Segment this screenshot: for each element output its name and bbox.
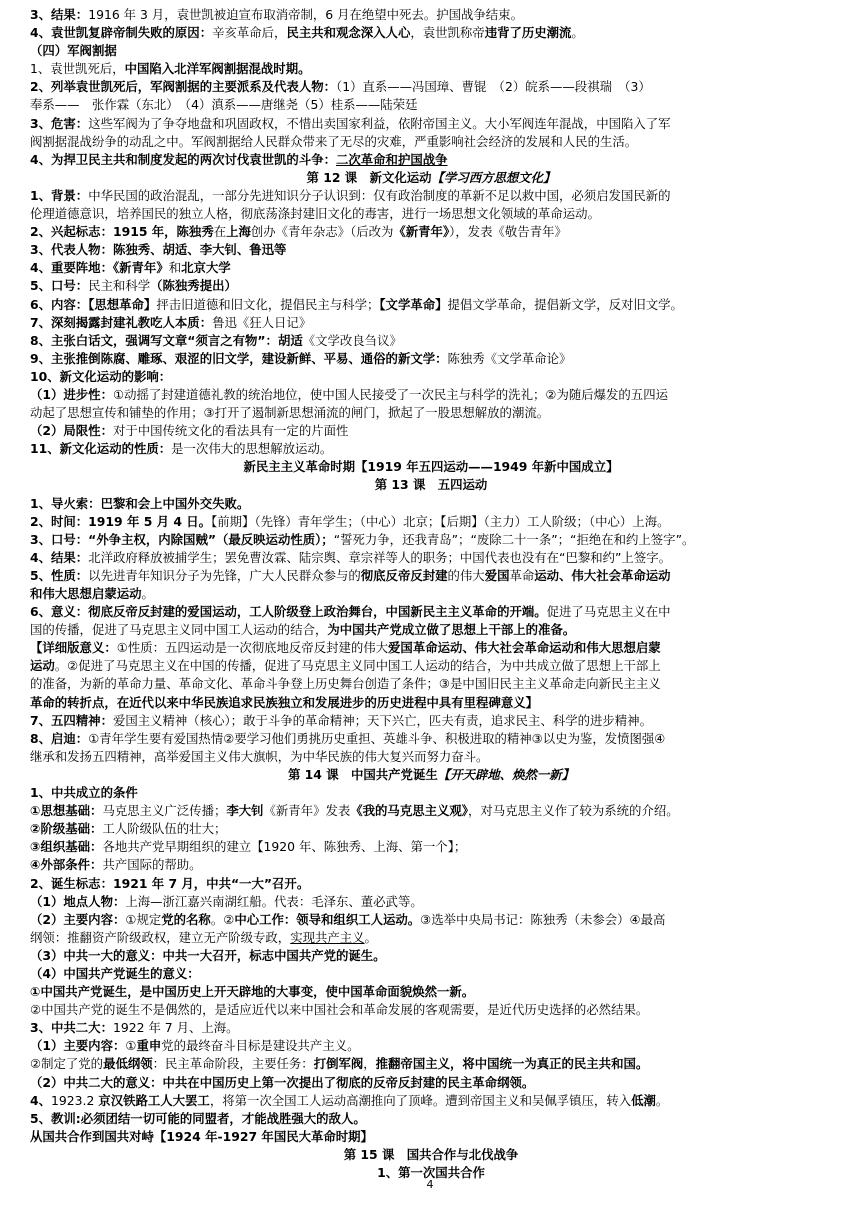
text-segment: 上海 bbox=[226, 224, 251, 240]
text-segment: 推翻帝国主义，将中国统一为真正的民主共和国。 bbox=[375, 1056, 649, 1072]
text-segment: ④外部条件： bbox=[30, 857, 103, 873]
text-line bbox=[30, 495, 832, 513]
text-segment: 民主共和观念深入人心 bbox=[286, 25, 411, 41]
text-segment: 是一次伟大的思想解放运动。 bbox=[171, 441, 333, 457]
text-line bbox=[30, 24, 832, 42]
text-segment: 。 bbox=[571, 25, 584, 41]
text-segment: 李大钊 bbox=[226, 803, 264, 819]
text-segment: 鲁迅《狂人日记》 bbox=[212, 314, 312, 330]
text-segment: ①青年学生要有爱国热情②要学习他们勇挑历史重担、英雄斗争、积极进取的精神③以史为鉴，发愤图强④ bbox=[88, 730, 666, 746]
text-segment: ①思想基础： bbox=[30, 803, 103, 819]
text-segment: ），发表《敬告青年》 bbox=[449, 224, 567, 240]
text-line bbox=[30, 712, 832, 730]
text-line bbox=[30, 1092, 832, 1110]
text-segment: 中华民国的政治混乱，一部分先进知识分子认识到：仅有政治制度的革新不足以救中国，必须启发国民新的 bbox=[88, 187, 671, 203]
text-segment: 2、诞生标志：1921 年 7 月，中共“一大”召开。 bbox=[30, 875, 310, 891]
text-segment: 奉系—— 张作霖（东北） （4）滇系——唐继尧（5）桂系——陆荣廷 bbox=[30, 97, 418, 113]
text-line bbox=[30, 386, 832, 404]
text-segment: （1）直系——冯国璋、曹锟 （2）皖系——段祺瑞 （3） bbox=[336, 79, 651, 95]
text-segment: 。②促进了马克思主义在中国的传播，促进了马克思主义同中国工人运动的结合，为中共成立做了思想上干部上 bbox=[54, 658, 661, 674]
text-line bbox=[30, 549, 832, 567]
text-segment: 民主和科学 bbox=[88, 278, 151, 294]
text-segment: 6、内容：【思想革命】 bbox=[30, 296, 157, 312]
text-line bbox=[30, 929, 832, 947]
text-line bbox=[30, 440, 832, 458]
text-segment: 京汉铁路工人大罢工 bbox=[98, 1092, 210, 1108]
text-segment: 和 bbox=[168, 260, 182, 276]
text-segment: 5、口号： bbox=[30, 278, 89, 294]
text-segment: 1、导火索：巴黎和会上中国外交失败。 bbox=[30, 495, 250, 511]
text-segment: 最低纲领 bbox=[103, 1056, 153, 1072]
text-segment: 【前期】（先锋）青年学生；（中心）北京；【后期】（主力）工人阶级；（中心）上海。 bbox=[211, 513, 670, 529]
text-segment: 抨击旧道德和旧文化，提倡民主与科学； bbox=[156, 296, 380, 312]
text-segment: 5、性质： bbox=[30, 567, 89, 583]
text-segment: 3、口号：“外争主权，内除国贼”（最反映运动性质）； bbox=[30, 531, 334, 547]
text-segment: （1）主要内容： bbox=[30, 1038, 126, 1054]
text-segment: （1）地点人物： bbox=[30, 893, 126, 909]
text-segment: 【详细版意义： bbox=[30, 640, 117, 656]
text-segment: 第 14 课 中国共产党诞生 bbox=[287, 766, 438, 782]
text-segment: 4、 bbox=[30, 1092, 52, 1108]
text-segment: 。 bbox=[655, 1092, 669, 1108]
text-segment: 伦理道德意识，培养国民的独立人格，彻底荡涤封建旧文化的毒害，进行一场思想文化领域的革命运动。 bbox=[30, 206, 600, 222]
text-segment: ，袁世凯称帝 bbox=[410, 25, 485, 41]
text-line bbox=[30, 1110, 832, 1128]
text-segment: 8、主张白话文，强调写文章“须言之有物”：胡适 bbox=[30, 332, 303, 348]
text-segment: （陈独秀提出） bbox=[150, 278, 237, 294]
text-line bbox=[30, 187, 832, 205]
text-segment: 6、意义：彻底反帝反封建的爱国运动，工人阶级登上政治舞台，中国新民主主义革命的开端。 bbox=[30, 604, 547, 620]
text-segment: 第 13 课 五四运动 bbox=[374, 477, 488, 493]
text-line bbox=[30, 965, 832, 983]
text-line bbox=[30, 422, 832, 440]
text-line bbox=[30, 513, 832, 531]
text-segment: 1916 年 3 月，袁世凯被迫宣布取消帝制，6 月在绝望中死去。护国战争结束。 bbox=[88, 7, 523, 22]
text-segment: 辛亥革命后， bbox=[212, 25, 287, 41]
text-segment: 【开天辟地、焕然一新】 bbox=[437, 766, 575, 782]
text-segment: 1、背景： bbox=[30, 187, 89, 203]
text-segment: 这些军阀为了争夺地盘和巩固政权，不惜出卖国家利益，依附帝国主义。大小军阀连年混战，中国陷入了军 bbox=[88, 115, 671, 131]
text-segment: 二次革命和护国战争 bbox=[336, 151, 448, 167]
text-line bbox=[30, 694, 832, 712]
text-segment: 创办《青年杂志》（后改为 bbox=[250, 224, 394, 240]
text-segment: 4、袁世凯复辟帝制失败的原因： bbox=[30, 25, 213, 41]
text-line bbox=[30, 784, 832, 802]
text-line bbox=[30, 78, 832, 96]
text-segment: ：民主革命阶段，主要任务： bbox=[152, 1056, 314, 1072]
text-segment: 打倒军阀 bbox=[313, 1056, 364, 1072]
text-segment: 的伟大 bbox=[447, 567, 485, 583]
text-line bbox=[30, 657, 832, 675]
text-segment: 9、主张推倒陈腐、雕琢、艰涩的旧文学，建设新鲜、平易、通俗的新文学： bbox=[30, 350, 448, 366]
text-line bbox=[30, 332, 832, 350]
text-line bbox=[30, 621, 832, 639]
text-segment: 在 bbox=[213, 224, 227, 240]
text-line bbox=[30, 893, 832, 911]
text-line bbox=[30, 205, 832, 223]
text-segment: 重申 bbox=[136, 1038, 162, 1054]
text-segment: 党的最终奋斗目标是建设共产主义。 bbox=[161, 1038, 360, 1054]
section-heading bbox=[30, 766, 832, 784]
text-segment: 7、深刻揭露封建礼教吃人本质： bbox=[30, 314, 213, 330]
text-segment: 提倡文学革命，提倡新文学，反对旧文学。 bbox=[447, 296, 683, 312]
text-segment: 马克思主义广泛传播； bbox=[102, 803, 227, 819]
text-line bbox=[30, 151, 832, 169]
text-segment: 3、中共二大： bbox=[30, 1020, 113, 1036]
text-line bbox=[30, 856, 832, 874]
text-line bbox=[30, 1001, 832, 1019]
text-line bbox=[30, 531, 832, 549]
text-segment: 1、中共成立的条件 bbox=[30, 785, 138, 801]
text-segment: 以先进青年知识分子为先锋，广大人民群众参与的 bbox=[88, 567, 361, 583]
text-segment: 第 15 课 国共合作与北伐战争 bbox=[343, 1146, 519, 1162]
text-line bbox=[30, 820, 832, 838]
text-line bbox=[30, 947, 832, 965]
text-line bbox=[30, 730, 832, 748]
text-segment: 《文学改良刍议》 bbox=[302, 332, 402, 348]
text-segment: （2）中共二大的意义：中共在中国历史上第一次提出了彻底的反帝反封建的民主革命纲领。 bbox=[30, 1074, 535, 1090]
text-segment: 北京大学 bbox=[181, 260, 231, 276]
text-line bbox=[30, 875, 832, 893]
text-segment: 纲领：推翻资产阶级政权，建立无产阶级专政， bbox=[30, 929, 291, 945]
text-segment: 。 bbox=[141, 586, 154, 601]
text-segment: 《新青年》发表 bbox=[263, 803, 351, 819]
text-segment: 运动、伟大社会革命运动 bbox=[534, 567, 671, 583]
text-segment: 各地共产党早期组织的建立【1920 年、陈独秀、上海、第一个】； bbox=[102, 839, 467, 855]
text-segment: 3、代表人物：陈独秀、胡适、李大钊、鲁迅等 bbox=[30, 242, 287, 258]
section-heading bbox=[30, 476, 832, 494]
text-line bbox=[30, 314, 832, 332]
text-segment: 1、第一次国共合作 bbox=[377, 1165, 485, 1180]
text-segment: （2）主要内容： bbox=[30, 911, 126, 927]
text-line bbox=[30, 838, 832, 856]
text-segment: 中国陷入北洋军阀割据混战时期。 bbox=[124, 61, 311, 77]
text-segment: ，对马克思主义作了较为系统的介绍。 bbox=[467, 803, 679, 819]
text-segment: ③选举中央局书记：陈独秀（未参会）④最高 bbox=[420, 911, 666, 927]
text-segment: 。 bbox=[364, 929, 377, 945]
text-line bbox=[30, 639, 832, 657]
text-segment: 低潮 bbox=[631, 1092, 656, 1108]
text-segment: 爱国 bbox=[484, 567, 510, 583]
text-segment: 《新青年》 bbox=[393, 224, 450, 240]
text-segment: 2、时间：1919 年 5 月 4 日。 bbox=[30, 513, 212, 529]
text-segment: ②制定了党的 bbox=[30, 1056, 104, 1072]
text-line bbox=[30, 96, 832, 114]
text-segment: 阀割据混战纷争的动乱之中。军阀割据给人民群众带来了无尽的灾难，严重影响社会经济的发展和人民的生活。 bbox=[30, 133, 638, 149]
text-segment: 【文学革命】 bbox=[379, 296, 448, 312]
text-line bbox=[30, 675, 832, 693]
section-heading bbox=[30, 458, 832, 476]
text-segment: （四）军阀割据 bbox=[30, 43, 117, 59]
text-segment: 和伟大思想启蒙运动 bbox=[30, 586, 142, 601]
text-segment: 上海—浙江嘉兴南湖红船。代表：毛泽东、董必武等。 bbox=[125, 893, 423, 909]
text-line bbox=[30, 296, 832, 314]
text-segment: ③组织基础： bbox=[30, 839, 103, 855]
text-line bbox=[30, 6, 832, 24]
text-segment: 动起了思想宣传和铺垫的作用；③打开了遏制新思想涌流的闸门，掀起了一股思想解放的潮流。 bbox=[30, 405, 550, 421]
text-segment: ， bbox=[363, 1056, 376, 1072]
text-segment: （2）局限性： bbox=[30, 423, 113, 439]
text-segment: ①动摇了封建道德礼教的统治地位，使中国人民接受了一次民主与科学的洗礼；②为随后爆发的五四运 bbox=[112, 386, 668, 402]
text-segment: 3、结果： bbox=[30, 7, 89, 22]
text-line bbox=[30, 241, 832, 259]
text-segment: 国的传播，促进了马克思主义同中国工人运动的结合， bbox=[30, 622, 328, 638]
text-line bbox=[30, 60, 832, 78]
text-segment: “誓死力争，还我青岛”；“废除二十一条”；“拒绝在和约上签字”。 bbox=[333, 531, 695, 547]
text-segment: 1922 年 7 月、上海。 bbox=[112, 1020, 239, 1036]
text-segment: ②阶级基础： bbox=[30, 821, 103, 837]
text-line bbox=[30, 1019, 832, 1037]
text-line bbox=[30, 603, 832, 621]
text-segment: ① bbox=[125, 1038, 137, 1054]
text-line bbox=[30, 223, 832, 241]
text-segment: 共产国际的帮助。 bbox=[102, 857, 202, 873]
document-page bbox=[30, 6, 832, 1182]
text-line bbox=[30, 115, 832, 133]
page-number: 4 bbox=[426, 1178, 434, 1191]
text-segment: 促进了马克思主义在中 bbox=[546, 604, 671, 620]
section-heading bbox=[30, 1146, 832, 1164]
text-line bbox=[30, 1128, 832, 1146]
text-line bbox=[30, 802, 832, 820]
text-segment: 党的名称 bbox=[161, 911, 211, 927]
text-segment: 革命 bbox=[509, 567, 535, 583]
text-segment: 2、列举袁世凯死后，军阀割据的主要派系及代表人物： bbox=[30, 79, 336, 95]
text-segment: 3、危害： bbox=[30, 115, 89, 131]
text-segment: 。② bbox=[210, 911, 235, 927]
text-segment: ②中国共产党的诞生不是偶然的，是适应近代以来中国社会和革命发展的客观需要，是近代历史选择的必然结果。 bbox=[30, 1002, 649, 1018]
text-segment: 北洋政府释放被捕学生；罢免曹汝霖、陆宗舆、章宗祥等人的职务；中国代表也没有在“巴黎和约”上签字。 bbox=[88, 549, 671, 565]
text-segment: （4）中国共产党诞生的意义： bbox=[30, 965, 200, 981]
text-segment: 7、五四精神： bbox=[30, 712, 113, 728]
text-segment: 【学习西方思想文化】 bbox=[431, 169, 556, 185]
text-segment: 5、教训:必须团结一切可能的同盟者，才能战胜强大的敌人。 bbox=[30, 1110, 366, 1126]
text-line bbox=[30, 1055, 832, 1073]
text-segment: 8、启迪： bbox=[30, 730, 89, 746]
text-segment: ①中国共产党诞生，是中国历史上开天辟地的大事变，使中国革命面貌焕然一新。 bbox=[30, 984, 475, 1000]
text-segment: 1、袁世凯死后， bbox=[30, 61, 125, 77]
text-line bbox=[30, 1074, 832, 1092]
text-segment: 彻底反帝反封建 bbox=[360, 567, 448, 583]
text-line bbox=[30, 133, 832, 151]
text-line bbox=[30, 983, 832, 1001]
text-segment: 第 12 课 新文化运动 bbox=[306, 169, 432, 185]
text-segment: 继承和发扬五四精神，高举爱国主义伟大旗帜，为中华民族的伟大复兴而努力奋斗。 bbox=[30, 748, 489, 764]
text-line bbox=[30, 585, 832, 603]
text-line bbox=[30, 1037, 832, 1055]
text-segment: 10、新文化运动的影响： bbox=[30, 368, 172, 384]
text-segment: 工人阶级队伍的壮大； bbox=[102, 821, 227, 837]
text-segment: 1923.2 bbox=[51, 1092, 99, 1108]
text-segment: 11、新文化运动的性质： bbox=[30, 441, 172, 457]
text-segment: 4、重要阵地：《新青年》 bbox=[30, 260, 169, 276]
text-segment: 中心工作：领导和组织工人运动。 bbox=[234, 911, 421, 927]
text-segment: 《我的马克思主义观》 bbox=[350, 803, 468, 819]
text-line bbox=[30, 567, 832, 585]
text-line bbox=[30, 911, 832, 929]
text-line bbox=[30, 277, 832, 295]
text-line bbox=[30, 748, 832, 766]
text-segment: 2、兴起标志：1915 年，陈独秀 bbox=[30, 224, 214, 240]
text-segment: 实现共产主义 bbox=[290, 929, 365, 945]
text-segment: 4、结果： bbox=[30, 549, 89, 565]
text-line bbox=[30, 350, 832, 368]
text-segment: 违背了历史潮流 bbox=[484, 25, 572, 41]
text-segment: 陈独秀《文学革命论》 bbox=[447, 350, 572, 366]
text-segment: 运动 bbox=[30, 658, 55, 674]
text-segment: 的准备，为新的革命力量、革命文化、革命斗争登上历史舞台创造了条件；③是中国旧民主主义革命走向新民主主义 bbox=[30, 676, 661, 692]
text-segment: 4、为捍卫民主共和制度发起的两次讨伐袁世凯的斗争： bbox=[30, 151, 336, 167]
text-segment: 为中国共产党成立做了思想上干部上的准备。 bbox=[327, 622, 576, 638]
text-segment: 革命的转折点，在近代以来中华民族追求民族独立和发展进步的历史进程中具有里程碑意义】 bbox=[30, 694, 539, 710]
text-segment: ①规定 bbox=[125, 911, 162, 927]
text-segment: 新民主主义革命时期【1919 年五四运动——1949 年新中国成立】 bbox=[243, 459, 619, 475]
text-segment: 对于中国传统文化的看法具有一定的片面性 bbox=[112, 423, 349, 439]
text-segment: 从国共合作到国共对峙【1924 年-1927 年国民大革命时期】 bbox=[30, 1128, 373, 1144]
section-heading bbox=[30, 169, 832, 187]
text-segment: （3）中共一大的意义：中共一大召开，标志中国共产党的诞生。 bbox=[30, 947, 386, 963]
text-segment: 爱国主义精神（核心）；敢于斗争的革命精神；天下兴亡，匹夫有责，追求民主、科学的进步精神。 bbox=[112, 712, 652, 728]
text-segment: ①性质：五四运动是一次彻底地反帝反封建的伟大 bbox=[116, 640, 389, 656]
text-segment: ，将第一次全国工人运动高潮推向了顶峰。遭到帝国主义和吴佩孚镇压，转入 bbox=[209, 1092, 632, 1108]
text-segment: 爱国革命运动、伟大社会革命运动和伟大思想启蒙 bbox=[388, 640, 661, 656]
text-line bbox=[30, 259, 832, 277]
text-line bbox=[30, 368, 832, 386]
text-line bbox=[30, 404, 832, 422]
text-line bbox=[30, 42, 832, 60]
text-segment: （1）进步性： bbox=[30, 386, 113, 402]
